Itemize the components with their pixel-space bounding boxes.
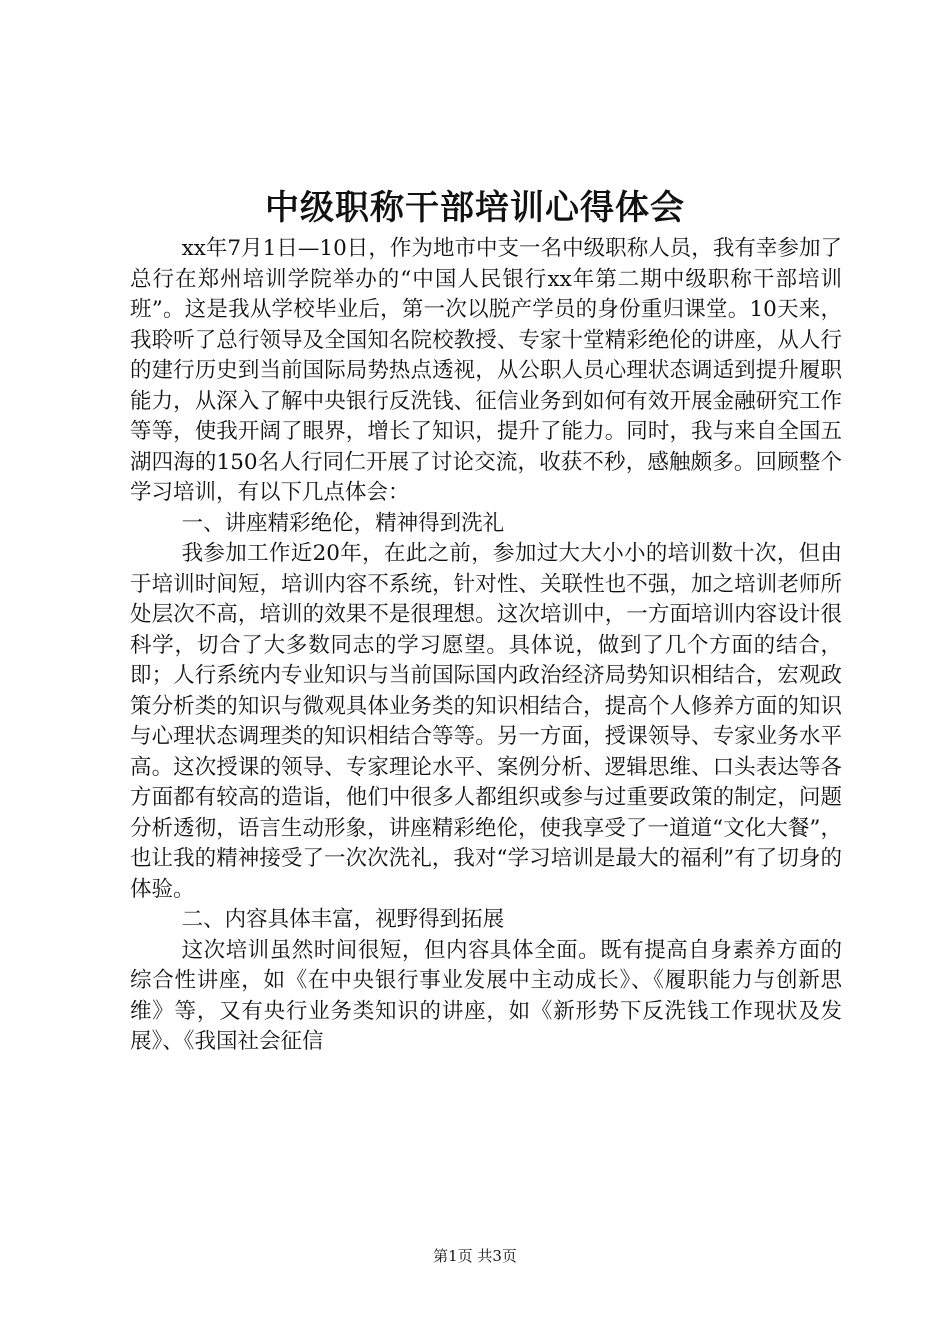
document-title: 中级职称干部培训心得体会 bbox=[265, 188, 685, 228]
section-heading-2: 二、内容具体丰富，视野得到拓展 bbox=[181, 907, 505, 932]
paragraph-section-1: 我参加工作近20年，在此之前，参加过大大小小的培训数十次，但由于培训时间短，培训内容不系统，针对性、关联性也不强，加之培训老师所处层次不高，培训的效果不是很理想。这次培训中，一方面培训内容设计很科学，切合了大多数同志的学习愿望。具体说，做到了几个方面的结合，即；人行系统内专业知识与当前国际国内政治经济局势知识相结合，宏观政策分析类的知识与微观具体业务类的知识相结合，提高个人修养方面的知识与心理状态调理类的知识相结合等等。另一方面，授课领导、专家业务水平高。这次授课的领导、专家理论水平、案例分析、逻辑思维、口头表达等各方面都有较高的造诣，他们中很多人都组织或参与过重要政策的制定，问题分析透彻，语言生动形象，讲座精彩绝伦，使我享受了一道道“文化大餐”，也让我的精神接受了一次次洗礼，我对“学习培训是最大的福利”有了切身的体验。 bbox=[130, 541, 842, 902]
paragraph-intro: xx年7月1日—10日，作为地市中支一名中级职称人员，我有幸参加了总行在郑州培训学院举办的“中国人民银行xx年第二期中级职称干部培训班”。这是我从学校毕业后，第一次以脱产学员的身份重归课堂。10天来，我聆听了总行领导及全国知名院校教授、专家十堂精彩绝伦的讲座，从人行的建行历史到当前国际局势热点透视，从公职人员心理状态调适到提升履职能力，从深入了解中央银行反洗钱、征信业务到如何有效开展金融研究工作等等，使我开阔了眼界，增长了知识，提升了能力。同时，我与来自全国五湖四海的150名人行同仁开展了讨论交流，收获不秒，感触颇多。回顾整个学习培训，有以下几点体会： bbox=[130, 236, 842, 505]
page-number-footer: 第1页 共3页 bbox=[433, 1247, 517, 1265]
document-body bbox=[130, 234, 842, 1058]
section-heading-1: 一、讲座精彩绝伦，精神得到洗礼 bbox=[181, 510, 505, 536]
paragraph-section-2: 这次培训虽然时间很短，但内容具体全面。既有提高自身素养方面的综合性讲座，如《在中央银行事业发展中主动成长》、《履职能力与创新思维》等，又有央行业务类知识的讲座，如《新形势下反洗钱工作现状及发展》、《我国社会征信 bbox=[130, 937, 842, 1054]
